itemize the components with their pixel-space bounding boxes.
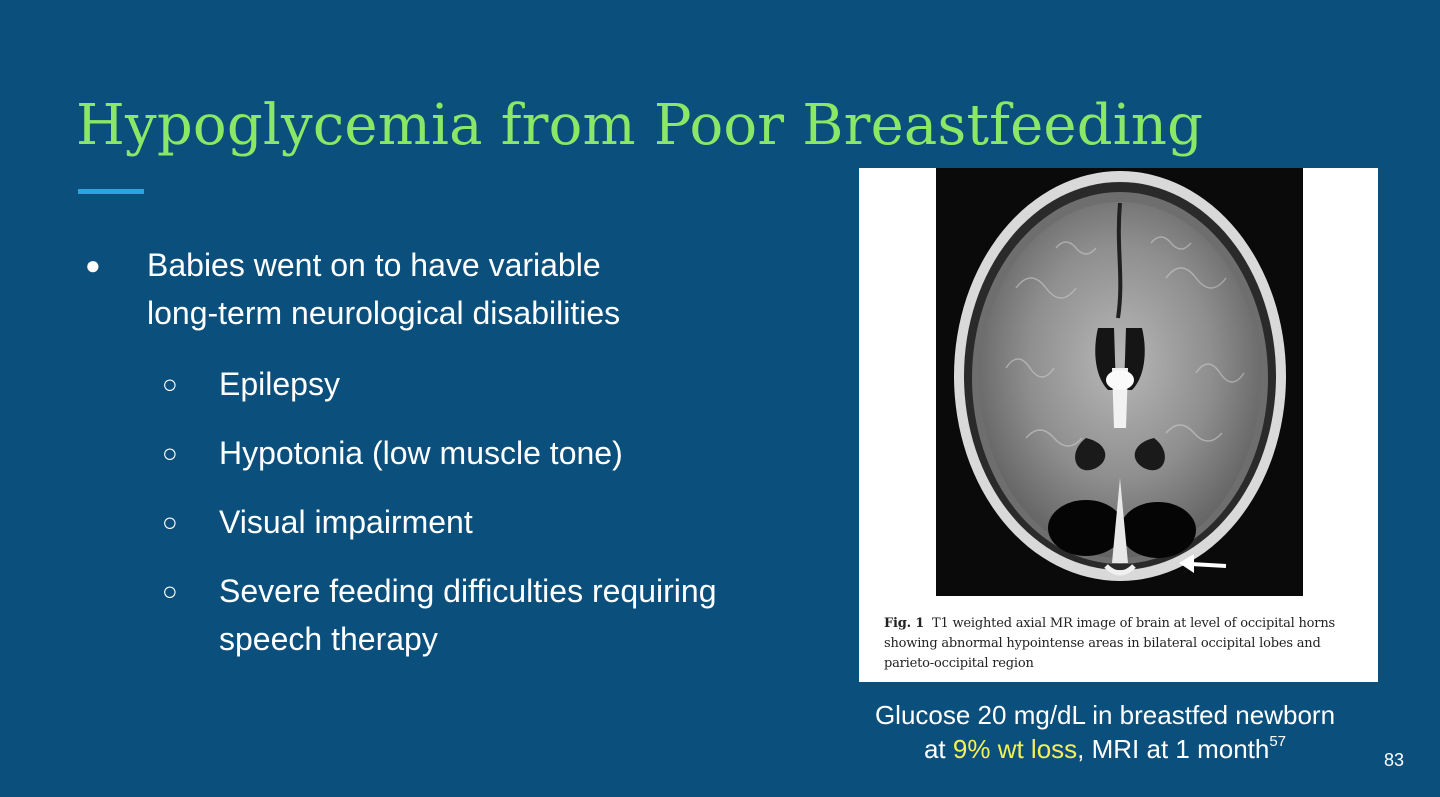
glucose-caption xyxy=(850,698,1360,766)
mri-figure xyxy=(859,168,1378,682)
glucose-caption-suffix: , MRI at 1 month xyxy=(1077,734,1270,764)
glucose-caption-line2 xyxy=(850,732,1360,766)
sub-bullet-text: Hypotonia (low muscle tone) xyxy=(219,435,623,471)
sub-bullet-marker: ○ xyxy=(162,576,178,606)
sub-bullet-text-line: Severe feeding difficulties requiring xyxy=(219,573,717,609)
sub-bullet-epilepsy xyxy=(162,360,819,408)
slide-title: Hypoglycemia from Poor Breastfeeding xyxy=(76,93,1204,158)
sub-bullet-visual xyxy=(162,498,819,546)
bullet-item-main xyxy=(85,241,767,337)
page-number: 83 xyxy=(1384,750,1405,770)
bullet-text-line: Babies went on to have variable xyxy=(147,247,601,283)
sub-bullet-feeding xyxy=(162,567,819,663)
figure-caption xyxy=(884,614,1364,674)
sub-bullet-marker: ○ xyxy=(162,369,178,399)
figure-caption-text: T1 weighted axial MR image of brain at level of occipital horns showing abnormal hypointense areas in bilateral occipital lobes and parieto-occipital region xyxy=(884,616,1335,671)
sub-bullet-text: Epilepsy xyxy=(219,366,340,402)
sub-bullet-marker: ○ xyxy=(162,438,178,468)
glucose-caption-prefix: at xyxy=(923,734,953,764)
bullet-marker: ● xyxy=(85,250,101,280)
glucose-caption-line1: Glucose 20 mg/dL in breastfed newborn xyxy=(874,700,1336,730)
weight-loss-highlight: 9% wt loss xyxy=(952,734,1078,764)
citation-superscript: 57 xyxy=(1269,733,1287,750)
sub-bullet-marker: ○ xyxy=(162,507,178,537)
sub-bullet-text-line: speech therapy xyxy=(219,621,438,657)
axial-brain-mri-image xyxy=(936,168,1303,596)
bullet-text-line: long-term neurological disabilities xyxy=(147,295,621,331)
sub-bullet-hypotonia xyxy=(162,429,819,477)
figure-caption-label: Fig. 1 xyxy=(884,616,925,631)
sub-bullet-text: Visual impairment xyxy=(219,504,473,540)
